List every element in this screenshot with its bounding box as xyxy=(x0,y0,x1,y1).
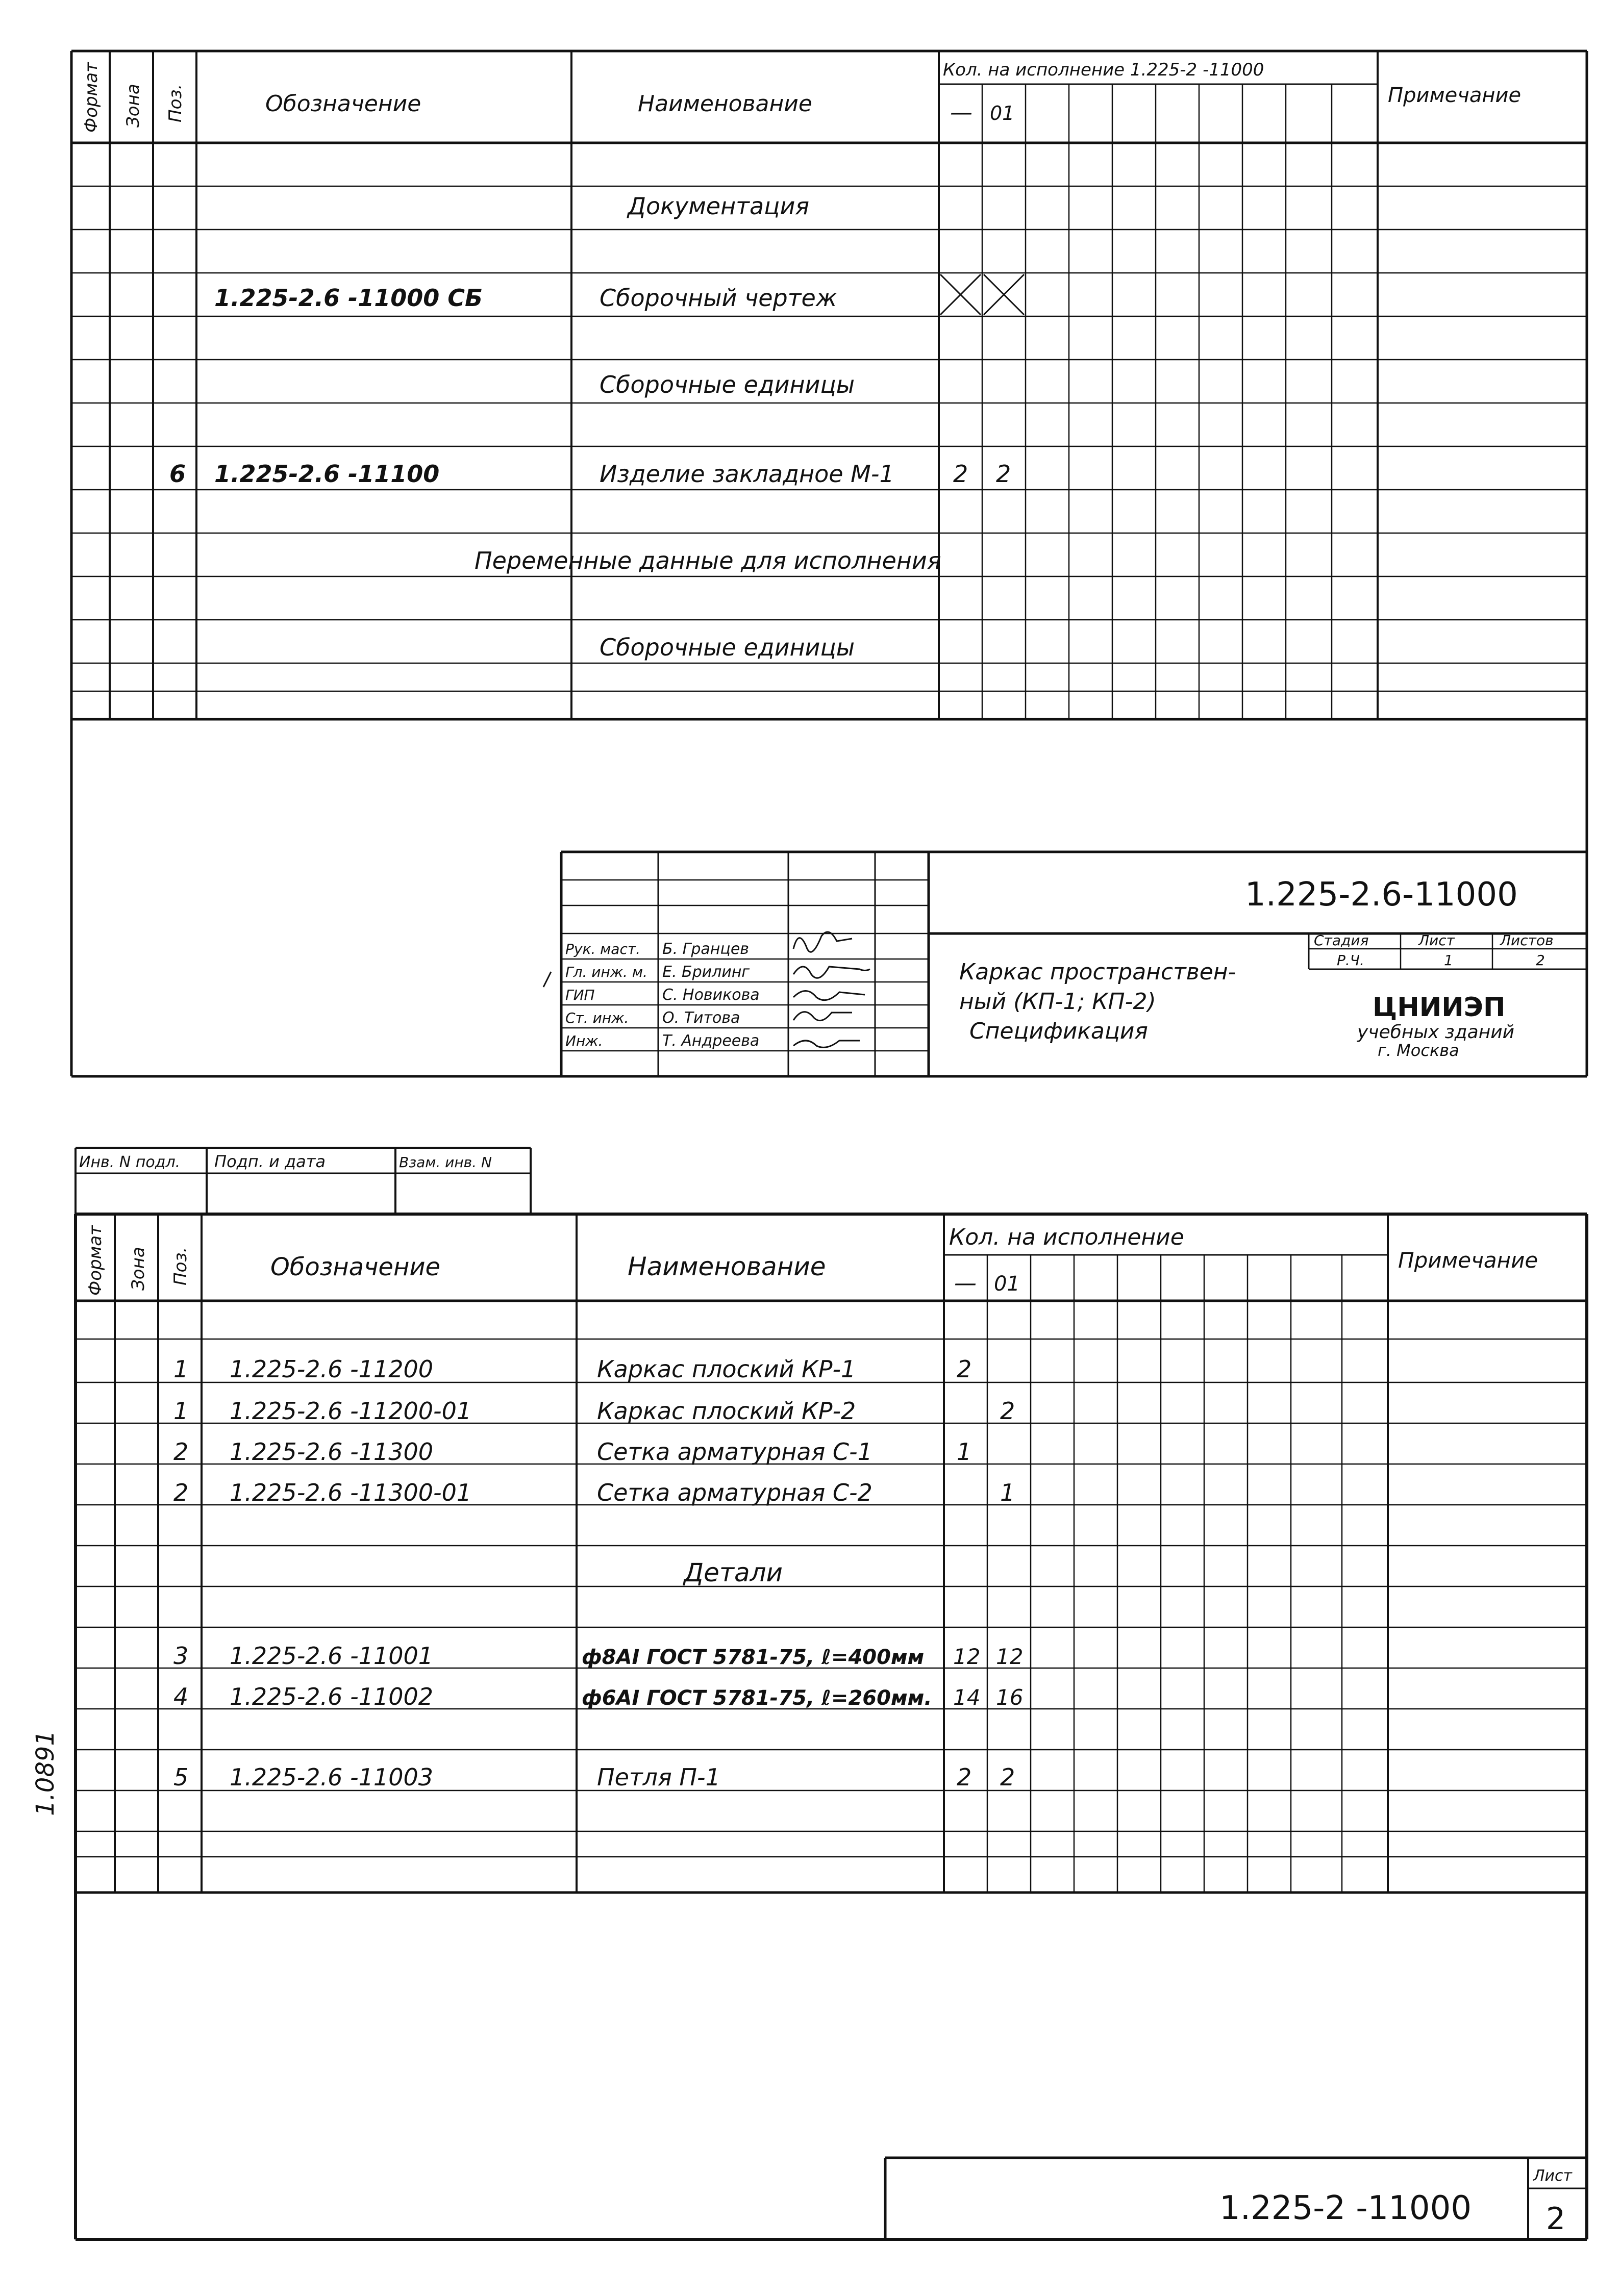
sheet2-row-q1: 2 xyxy=(957,1355,972,1383)
sheet1-person: Т. Андреева xyxy=(662,1032,760,1050)
sheet1-person: Б. Гранцев xyxy=(662,940,749,958)
sheet1-row-name: Сборочные единицы xyxy=(600,634,855,661)
sheet1-role: Ст. инж. xyxy=(565,1010,629,1026)
sheet1-qty-title: Кол. на исполнение 1.225-2 -11000 xyxy=(943,60,1264,80)
sheet1-stage-value: Р.Ч. xyxy=(1337,952,1364,969)
sheet2-row-q2: 2 xyxy=(1000,1763,1015,1791)
sheet2-zone-header: Зона xyxy=(128,1247,148,1291)
sheet2-row-q1: 1 xyxy=(957,1438,972,1466)
sheet2-row-q1: 12 xyxy=(953,1644,981,1669)
sheet2-row-name: ф8АI ГОСТ 5781-75, ℓ=400мм xyxy=(582,1646,925,1669)
sheet1-doc-title: Спецификация xyxy=(969,1018,1148,1044)
sheet2-row-name: Петля П-1 xyxy=(597,1763,720,1791)
sheet1-org-city: г. Москва xyxy=(1378,1041,1459,1060)
sheet2-row-pos: 1 xyxy=(173,1355,189,1383)
sheet1-row-name: Сборочные единицы xyxy=(600,371,855,398)
sheet2-stamp-replace: Взам. инв. N xyxy=(399,1154,492,1171)
sheet1-role: ГИП xyxy=(565,987,595,1003)
sheet2-sheet-label: Лист xyxy=(1533,2167,1573,2185)
sheet1-zone-header: Зона xyxy=(123,84,143,128)
sheet2-name-header: Наименование xyxy=(628,1252,826,1281)
sheet2-designation-header: Обозначение xyxy=(270,1253,441,1281)
sheet2-row-q1: 14 xyxy=(953,1685,981,1710)
sheet1-doc-title: ный (КП-1; КП-2) xyxy=(959,989,1156,1015)
sheet1-sheets-value: 2 xyxy=(1536,952,1545,969)
sheet2-row-pos: 1 xyxy=(173,1397,189,1425)
sheet2-stamp-sign: Подп. и дата xyxy=(214,1152,326,1171)
sheet2-row-q2: 2 xyxy=(1000,1397,1015,1425)
sheet1-row-name: Переменные данные для исполнения xyxy=(475,547,941,574)
sheet1-person: Е. Брилинг xyxy=(662,963,750,981)
sheet2-row-name: Каркас плоский КР-1 xyxy=(597,1355,856,1383)
sheet2-section-heading: Детали xyxy=(684,1558,783,1587)
sheet1-qty-col2: 01 xyxy=(990,102,1015,124)
sheet2-row-pos: 4 xyxy=(173,1683,189,1710)
sheet2-row-designation: 1.225-2.6 -11002 xyxy=(230,1683,433,1710)
sheet2-row-pos: 5 xyxy=(173,1763,189,1791)
sheet1-row-designation: 1.225-2.6 -11000 СБ xyxy=(214,284,483,312)
sheet1-row-pos: 6 xyxy=(169,460,186,488)
sheet1-drawing-code: 1.225-2.6-11000 xyxy=(1245,876,1518,914)
sheet1-doc-title: Каркас пространствен- xyxy=(959,959,1236,985)
sheet2-note-header: Примечание xyxy=(1398,1248,1538,1273)
sheet2-row-pos: 2 xyxy=(173,1479,189,1506)
sheet1-person: О. Титова xyxy=(662,1009,740,1027)
sheet2-row-designation: 1.225-2.6 -11001 xyxy=(230,1642,433,1670)
sheet2-pos-header: Поз. xyxy=(170,1247,191,1285)
sheet2-row-name: Сетка арматурная С-1 xyxy=(597,1438,872,1466)
sheet2-row-q1: 2 xyxy=(957,1763,972,1791)
sheet1-row-designation: 1.225-2.6 -11100 xyxy=(214,460,440,488)
sheet1-row-q1: 2 xyxy=(953,460,968,488)
sheet1-row-q2: 2 xyxy=(996,460,1011,488)
sheet2-row-designation: 1.225-2.6 -11300 xyxy=(230,1438,433,1466)
sheet2-row-name: Каркас плоский КР-2 xyxy=(597,1397,856,1425)
sheet1-designation-header: Обозначение xyxy=(265,91,421,117)
sheet1-row-name: Изделие закладное М-1 xyxy=(600,460,894,488)
sheet1-sheet-label: Лист xyxy=(1418,932,1455,949)
sheet1-qty-col1: — xyxy=(950,99,972,125)
sheet1-role: Инж. xyxy=(565,1032,603,1049)
sheet1-sheets-label: Листов xyxy=(1500,932,1554,949)
sheet1-stage-label: Стадия xyxy=(1314,932,1369,949)
sheet2-sheet-number: 2 xyxy=(1546,2201,1566,2237)
sheet1-row-name: Документация xyxy=(628,192,810,220)
sheet1-org-sub: учебных зданий xyxy=(1357,1022,1515,1043)
sheet2-row-designation: 1.225-2.6 -11003 xyxy=(230,1763,433,1791)
sheet2-format-header: Формат xyxy=(85,1225,106,1296)
sheet1-role: Рук. маст. xyxy=(565,941,641,957)
sheet1-format-header: Формат xyxy=(81,62,102,133)
sheet2-row-q2: 12 xyxy=(996,1644,1024,1669)
sheet2-row-designation: 1.225-2.6 -11200 xyxy=(230,1355,433,1383)
margin-note: 1.0891 xyxy=(31,1730,60,1816)
sheet2-row-pos: 2 xyxy=(173,1438,189,1466)
sheet1-person: С. Новикова xyxy=(662,986,760,1004)
sheet2-row-pos: 3 xyxy=(173,1642,189,1670)
sheet2-qty-col1: — xyxy=(954,1270,977,1296)
sheet1-role: Гл. инж. м. xyxy=(565,964,647,980)
sheet2-drawing-code: 1.225-2 -11000 xyxy=(1219,2189,1472,2227)
sheet1-row-name: Сборочный чертеж xyxy=(600,284,837,312)
sheet1-org-name: ЦНИИЭП xyxy=(1373,992,1506,1023)
sheet1-name-header: Наименование xyxy=(638,91,812,117)
sheet2-row-q2: 16 xyxy=(996,1685,1024,1710)
sheet2-stamp-inv: Инв. N подл. xyxy=(79,1153,181,1171)
sheet2-row-name: ф6АI ГОСТ 5781-75, ℓ=260мм. xyxy=(582,1686,932,1710)
sheet1-sheet-value: 1 xyxy=(1444,952,1453,969)
sheet1-pos-header: Поз. xyxy=(165,84,186,122)
sheet2-qty-title: Кол. на исполнение xyxy=(949,1224,1184,1250)
sheet2-qty-col2: 01 xyxy=(994,1272,1020,1296)
sheet1-note-header: Примечание xyxy=(1388,84,1522,107)
sheet2-row-designation: 1.225-2.6 -11300-01 xyxy=(230,1479,472,1506)
sheet2-row-designation: 1.225-2.6 -11200-01 xyxy=(230,1397,472,1425)
sheet2-row-q2: 1 xyxy=(1000,1479,1015,1506)
sheet2-row-name: Сетка арматурная С-2 xyxy=(597,1479,872,1506)
